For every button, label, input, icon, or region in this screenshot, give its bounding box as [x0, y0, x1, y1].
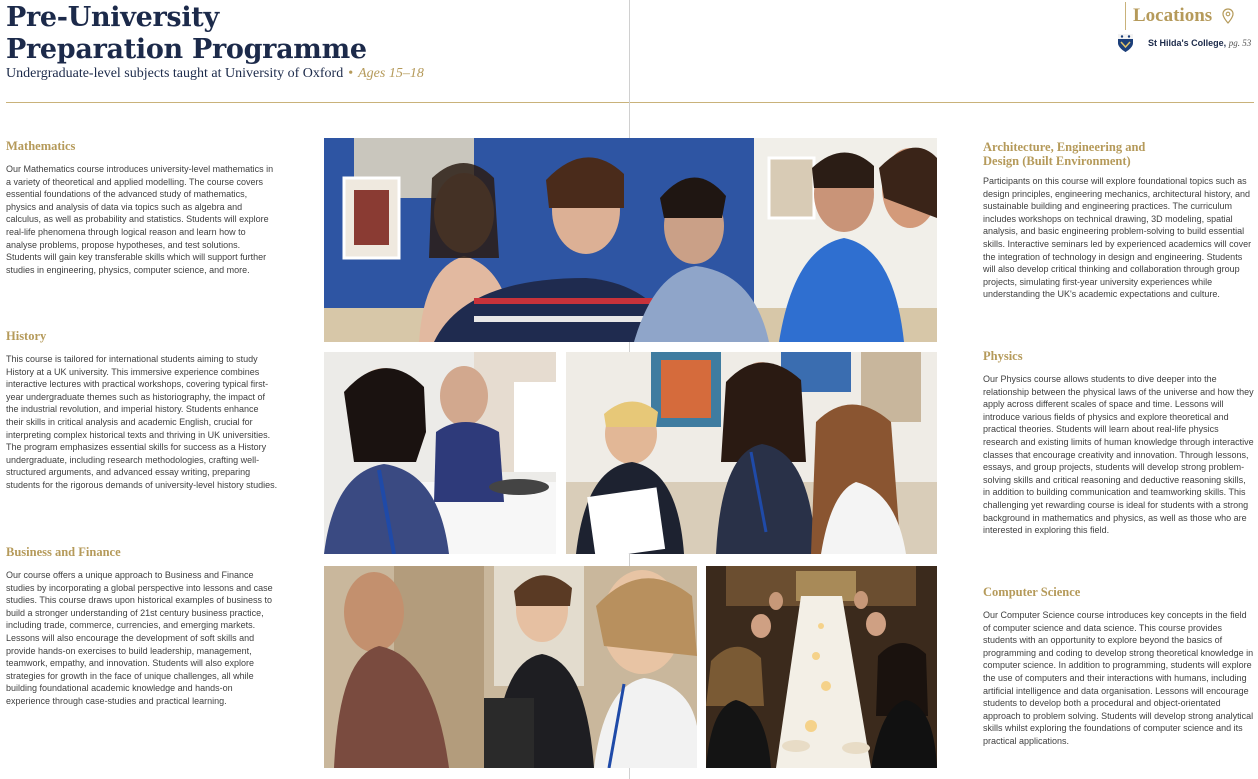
page-title [6, 2, 367, 66]
physics-heading: Physics [983, 349, 1023, 363]
mathematics-body: Our Mathematics course introduces university-level mathematics in a variety of theoretical and applied modelling. The course covers essential foundations of the advanced study of mathematics, physics and analysis of data via topics such as algebra and calculus, as well as probability and statistics. Students will explore real-life phenomena through logical reason and learn how to analyse problems, propose hypotheses, and test solutions. Students will gain key transferable skills which will support further studies in engineering, physics, computer science, and more. [6, 164, 274, 275]
photo-students-laptop [324, 566, 697, 768]
computer-science-heading: Computer Science [983, 585, 1081, 599]
section-business-finance [6, 545, 278, 708]
section-architecture [983, 140, 1163, 168]
photo-formal-dinner [706, 566, 937, 768]
architecture-body: Participants on this course will explore foundational topics such as design principles, engineering mechanics, architectural history, and sustainable building and engineering practices. The curriculum includes workshops on technical drawing, 3D modeling, spatial analysis, and basic engineering problem-solving to build essential skills. Interactive seminars led by experienced academics will cover the integration of technology in design and engineering. Students will also develop critical thinking and collaboration through group projects, simulating first-year university experiences while understanding the UK's academic expectations and culture. [983, 176, 1252, 300]
computer-science-body: Our Computer Science course introduces key concepts in the field of computer science and data science. This course provides students with an opportunity to explore beyond the basics of programming and coding to develop strong theoretical knowledge in computer science. In addition to programming, students will explore the use of computers and their interactions with humans, including artificial intelligence and data organisation. Lessons will encourage students to develop both a procedural and object-orientated approach to problem solving. Students will develop strong analytical skills whilst exploring the foundations of computer science and its practical applications. [983, 610, 1254, 746]
history-heading: History [6, 329, 47, 343]
section-mathematics [6, 139, 278, 276]
page-subtitle [6, 66, 424, 82]
mathematics-heading: Mathematics [6, 139, 76, 153]
page-reference: pg. 53 [1228, 38, 1252, 48]
college-name: St Hilda's College, [1148, 38, 1227, 48]
business-heading: Business and Finance [6, 545, 121, 559]
title-line-1: Pre-University [6, 2, 219, 33]
map-pin-icon [1222, 8, 1234, 24]
photo-students-classroom [324, 138, 937, 342]
subtitle-text: Undergraduate-level subjects taught at University of Oxford [6, 66, 344, 81]
header-divider [6, 102, 1254, 103]
subtitle-separator: • [348, 66, 354, 81]
section-computer-science [983, 585, 1255, 748]
photo-student-lanyard [324, 352, 556, 554]
location-entry[interactable] [1148, 38, 1251, 48]
locations-title: Locations [1133, 5, 1213, 26]
title-line-2: Preparation Programme [6, 34, 367, 65]
section-history [6, 329, 278, 492]
college-crest-icon [1117, 33, 1134, 53]
business-body: Our course offers a unique approach to Business and Finance studies by incorporating a global perspective into lessons and case studies. This course draws upon historical examples of business to build a stronger understanding of 21st century business practice, including trade, commerce, currencies, and emerging markets. Lessons will also encourage the development of soft skills and provide hands-on exercises to build leadership, management, teamwork, empathy, and innovation. Students will also explore strategies for growth in the face of unique challenges, all while building foundational academic knowledge and hands-on experience through case-studies and practical learning. [6, 570, 273, 706]
age-range: Ages 15–18 [358, 66, 424, 81]
physics-body: Our Physics course allows students to dive deeper into the relationship between the physical laws of the universe and how they apply across different scales of space and time. Lessons will introduce various fields of physics and explore theoretical and practical theories. Students will learn about real-life physics research and existing limits of human knowledge through interactive classes that encourage creativity and innovation. Through lessons, essays, and group projects, students will develop strong problem-solving skills and critical reasoning and deductive reasoning skills, in addition to building communication and teamworking skills. This challenging yet rewarding course is ideal for students with a strong background in mathematics and physics, as well as those who are interested in exploring this field. [983, 374, 1254, 536]
section-architecture-body [983, 165, 1255, 301]
section-physics [983, 349, 1255, 537]
photo-group-work [566, 352, 937, 554]
history-body: This course is tailored for international students aiming to study History at a UK university. This immersive experience combines interactive lectures with practical workshops, covering typical first-year undergraduate themes such as historiography, the impact of the industrial revolution, and imperial history. Students enhance their skills in critical analysis and academic English, crucial for interpreting complex historical texts and thriving in UK universities. The program emphasizes essential skills for success as a History undergraduate, including research methodologies, crafting well-structured arguments, and advanced essay writing, preparing students for the rigorous demands of university-level history studies. [6, 354, 278, 490]
architecture-heading: Architecture, Engineering and Design (Built Environment) [983, 140, 1146, 168]
